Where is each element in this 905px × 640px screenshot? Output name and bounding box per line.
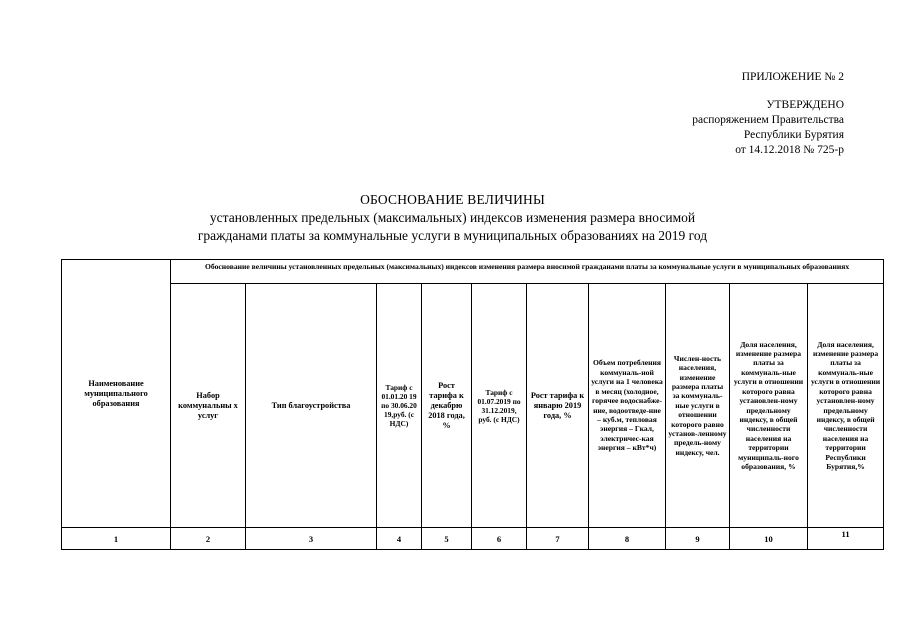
subtitle-line-1: установленных предельных (максимальных) индексов изменения размера вносимой xyxy=(209,210,696,225)
col-number: 9 xyxy=(666,528,730,550)
header-tariff-h1: Тариф с 01.01.20 19 по 30.06.20 19,руб. (с НДС) xyxy=(377,284,422,528)
approval-block xyxy=(692,98,844,158)
header-share-republic: Доля населения, изменение размера платы за коммуналь-ные услуги в отношении которого равна установлен-ному предельному индексу, в общей численности населения на территории Республики Бурятия,% xyxy=(808,284,884,528)
justification-table xyxy=(61,259,884,550)
header-merged: Обоснование величины установленных предельных (максимальных) индексов изменения размера вносимой гражданами платы за коммунальные услуги в муниципальных образованиях xyxy=(171,260,884,284)
col-number: 7 xyxy=(527,528,589,550)
document-subtitle xyxy=(0,209,905,245)
header-services: Набор коммунальны х услуг xyxy=(171,284,246,528)
header-consumption: Объем потребления коммуналь-ной услуги на 1 человека в месяц (холодное, горячее водоснабже-ние, водоотведе-ние – куб.м, тепловая энергия – Гкал, электричес-кая энергия – кВт*ч) xyxy=(589,284,666,528)
document-title: ОБОСНОВАНИЕ ВЕЛИЧИНЫ xyxy=(360,192,545,207)
header-municipality: Наименование муниципального образования xyxy=(62,260,171,528)
header-tariff-h2: Тариф с 01.07.2019 по 31.12.2019, руб. (с НДС) xyxy=(472,284,527,528)
appendix-label: ПРИЛОЖЕНИЕ № 2 xyxy=(741,71,844,83)
col-number: 11 xyxy=(808,528,884,550)
col-number: 10 xyxy=(730,528,808,550)
approved-label: УТВЕРЖДЕНО xyxy=(766,99,844,111)
col-number: 3 xyxy=(246,528,377,550)
approval-line-1: распоряжением Правительства xyxy=(692,114,844,126)
header-population: Числен-ность населения, изменение размера платы за коммуналь-ные услуги в отношении которого равно установ-ленному предель-ному индексу, чел. xyxy=(666,284,730,528)
header-growth-dec: Рост тарифа к декабрю 2018 года, % xyxy=(422,284,472,528)
col-number: 6 xyxy=(472,528,527,550)
col-number: 2 xyxy=(171,528,246,550)
col-number: 4 xyxy=(377,528,422,550)
header-growth-jan: Рост тарифа к январю 2019 года, % xyxy=(527,284,589,528)
approval-line-2: Республики Бурятия xyxy=(743,129,844,141)
approval-line-3: от 14.12.2018 № 725-р xyxy=(735,144,844,156)
header-share-municipal: Доля населения, изменение размера платы за коммуналь-ные услуги в отношении которого равна установлен-ному предельному индексу, в общей численности населения на территории муниципаль-ного образования, % xyxy=(730,284,808,528)
subtitle-line-2: гражданами платы за коммунальные услуги в муниципальных образованиях на 2019 год xyxy=(197,228,708,243)
header-improvement-type: Тип благоустройства xyxy=(246,284,377,528)
col-number: 5 xyxy=(422,528,472,550)
col-number: 8 xyxy=(589,528,666,550)
col-number: 1 xyxy=(62,528,171,550)
